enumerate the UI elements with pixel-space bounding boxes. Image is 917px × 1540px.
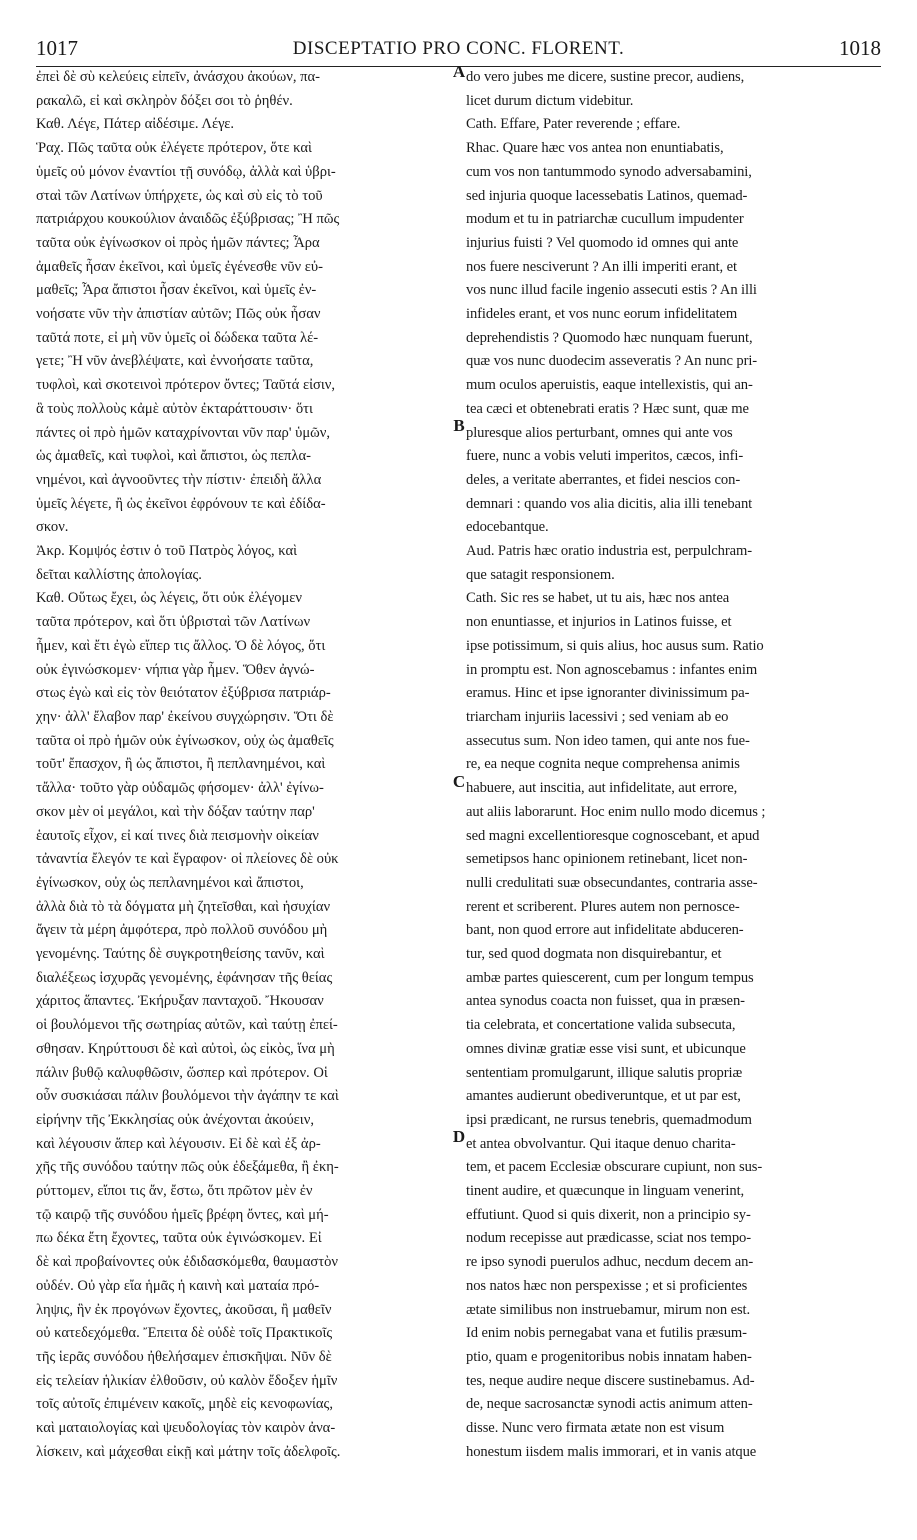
text-line: σκον. xyxy=(36,519,69,536)
text-line: et antea obvolvantur. Qui itaque denuo charita- xyxy=(466,1135,736,1152)
text-line: δεῖται καλλίστης ἀπολογίας. xyxy=(36,566,202,583)
text-line: sed magni excellentioresque cognoscebant, et apud xyxy=(466,827,760,844)
section-marker-b: B xyxy=(453,416,465,435)
text-line: re, ea neque cognita neque comprehensa animis xyxy=(466,756,740,773)
text-line: λίσκειν, καὶ μάχεσθαι εἰκῇ καὶ μάτην τοῖς ἀδελφοῖς. xyxy=(36,1443,341,1460)
text-line: honestum iisdem malis immorari, et in vanis atque xyxy=(466,1443,757,1460)
text-line: deles, a veritate aberrantes, et fidei nescios con- xyxy=(466,471,741,488)
text-line: τοῖς αὐτοῖς ἐπιμένειν κακοῖς, μηδὲ εἰς κενοφωνίας, xyxy=(36,1396,333,1413)
text-line: χάριτος ἅπαντες. Ἐκήρυξαν πανταχοῦ. Ἤκουσαν xyxy=(36,993,324,1010)
section-marker-a: A xyxy=(452,62,466,81)
text-line: τοῦτ' ἔπασχον, ἢ ὡς ἄπιστοι, ἢ πεπλανημένοι, καὶ xyxy=(36,756,326,773)
text-line: πατριάρχου κουκούλιον ἀναιδῶς ἐξύβρισας; Ἢ πῶς xyxy=(36,211,340,228)
text-line: triarcham injuriis lacessivi ; sed veniam ab eo xyxy=(466,708,729,725)
text-line: demnari : quando vos alia dicitis, alia illi tenebant xyxy=(466,495,753,512)
text-line: nodum recepisse aut prædicasse, sciat nos tempo- xyxy=(466,1230,751,1247)
greek-text-column xyxy=(36,66,454,1506)
text-line: nos fuere nesciverunt ? An illi imperiti erant, et xyxy=(466,258,737,275)
text-line: nulli credulitati suæ obsecundantes, contraria asse- xyxy=(466,874,758,891)
text-line: νοήσατε νῦν τὴν ἀπιστίαν αὐτῶν; Πῶς οὐκ ἦσαν xyxy=(36,306,321,323)
text-line: σταὶ τῶν Λατίνων ὑπήρχετε, ὡς καὶ σὺ εἰς τὸ τοῦ xyxy=(36,187,323,204)
text-line: ipsi prædicant, ne rursus tenebris, quemadmodum xyxy=(466,1111,752,1128)
text-line: eramus. Hinc et ipse ignoranter divinissimum pa- xyxy=(466,685,750,702)
text-line: πάντες οἱ πρὸ ἡμῶν καταχρίνονται νῦν παρ' ὑμῶν, xyxy=(36,424,331,441)
text-line: μαθεῖς; Ἆρα ἄπιστοι ἦσαν ἐκεῖνοι, καὶ ὑμεῖς ἐν- xyxy=(36,282,317,299)
text-line: πω δέκα ἔτη ἔχοντες, ταῦτα οὐκ ἐγινώσκομεν. Εἰ xyxy=(36,1230,322,1247)
text-line: σθησαν. Κηρύττουσι δὲ καὶ αὐτοὶ, ὡς εἰκὸς, ἵνα μὴ xyxy=(36,1040,335,1057)
text-line: habuere, aut inscitia, aut infidelitate, aut errore, xyxy=(466,780,738,797)
text-line: non enuntiasse, et injurios in Latinos fuisse, et xyxy=(466,614,732,631)
text-line: sed injuria quoque lacessebatis Latinos, quemad- xyxy=(466,187,748,204)
text-line: ptio, quam e progenitoribus nobis innatam haben- xyxy=(466,1348,752,1365)
text-line: Καθ. Λέγε, Πάτερ αἰδέσιμε. Λέγε. xyxy=(36,116,235,133)
text-line: bant, non quod errore aut infidelitate abduceren- xyxy=(466,922,744,939)
text-line: cum vos non tantummodo synodo adversabamini, xyxy=(466,163,752,180)
text-line: ταῦτα πρότερον, καὶ ὅτι ὑβρισταὶ τῶν Λατίνων xyxy=(36,614,311,631)
text-line: ipse potissimum, si quis alius, hoc ausus sum. Ratio xyxy=(466,637,764,654)
text-line: γενομένης. Ταύτης δὲ συγκροτηθείσης τανῦν, καὶ xyxy=(36,946,325,963)
text-line: edocebantque. xyxy=(466,519,549,536)
text-line: τἀναντία ἔλεγόν τε καὶ ἔγραφον· οἱ πλείονες δὲ οὐκ xyxy=(36,851,339,868)
text-line: rerent et scriberent. Plures autem non pernosce- xyxy=(466,898,740,915)
text-line: fuere, nunc a vobis veluti imperitos, cæcos, infi- xyxy=(466,448,744,465)
page-number-right: 1018 xyxy=(839,36,881,60)
text-line: ρύττομεν, εἴποι τις ἄν, ἔστω, ὅτι πρῶτον μὲν ἐν xyxy=(36,1183,313,1200)
text-line: ἦμεν, καὶ ἔτι ἐγὼ εἴπερ τις ἄλλος. Ὁ δὲ λόγος, ὅτι xyxy=(36,637,326,654)
text-line: Ῥαχ. Πῶς ταῦτα οὐκ ἐλέγετε πρότερον, ὅτε καὶ xyxy=(36,140,312,157)
text-line: διαλέξεως ἰσχυρᾶς γενομένης, ἐφάνησαν τῆς θείας xyxy=(36,969,333,986)
latin-text-column xyxy=(466,66,880,1506)
text-line: ἄγειν τὰ μέρη ἀμφότερα, πρὸ πολλοῦ συνόδου μὴ xyxy=(36,922,328,939)
text-line: quæ vos nunc duodecim asseveratis ? An nunc pri- xyxy=(466,353,758,370)
text-line: τυφλοὶ, καὶ σκοτεινοὶ πρότερον ὄντες; Ταῦτά εἰσιν, xyxy=(36,377,336,394)
text-line: ληψις, ἣν ἐκ προγόνων ἔχοντες, ἀκοῦσαι, ἢ μαθεῖν xyxy=(36,1301,332,1318)
text-line: καὶ λέγουσιν ἅπερ καὶ λέγουσιν. Εἰ δὲ καὶ ἐξ ἀρ- xyxy=(36,1135,321,1152)
text-line: γετε; Ἢ νῦν ἀνεβλέψατε, καὶ ἐννοήσατε ταῦτα, xyxy=(36,353,314,370)
text-line: οὐδέν. Οὐ γὰρ εἴα ἡμᾶς ἡ καινὴ καὶ ματαία πρό- xyxy=(36,1277,320,1294)
text-line: que satagit responsionem. xyxy=(466,566,615,583)
text-line: Καθ. Οὕτως ἔχει, ὡς λέγεις, ὅτι οὐκ ἐλέγομεν xyxy=(36,590,303,607)
text-line: deprehendistis ? Quomodo hæc nunquam fuerunt, xyxy=(466,329,753,346)
text-line: οὐ κατεδεχόμεθα. Ἔπειτα δὲ οὐδὲ τοῖς Πρακτικοῖς xyxy=(36,1325,333,1342)
text-line: χην· ἀλλ' ἔλαβον παρ' ἐκείνου συγχώρησιν. Ὅτι δὲ xyxy=(36,708,334,725)
text-line: ambæ partes quiescerent, cum per longum tempus xyxy=(466,969,754,986)
text-line: ταῦτά ποτε, εἰ μὴ νῦν ὑμεῖς οἱ δώδεκα ταῦτα λέ- xyxy=(36,329,319,346)
text-line: licet durum dictum videbitur. xyxy=(466,92,634,109)
text-line: assecutus sum. Non ideo tamen, qui ante nos fue- xyxy=(466,732,750,749)
text-line: mum oculos aperuistis, eaque intellexistis, qui an- xyxy=(466,377,753,394)
text-line: do vero jubes me dicere, sustine precor, audiens, xyxy=(466,69,745,85)
text-line: sententiam promulgarunt, illique salutis propriæ xyxy=(466,1064,743,1081)
text-line: πάλιν βυθῷ καλυφθῶσιν, ὥσπερ καὶ πρότερον. Οἱ xyxy=(36,1064,328,1081)
text-line: νημένοι, καὶ ἀγνοοῦντες τὴν πίστιν· ἐπειδὴ ἄλλα xyxy=(36,471,322,488)
text-line: tea cæci et obtenebrati eratis ? Hæc sunt, quæ me xyxy=(466,400,749,417)
text-line: ὑμεῖς λέγετε, ἢ ὡς ἐκεῖνοι ἐφρόνουν τε καὶ ἐδίδα- xyxy=(36,495,326,512)
text-line: pluresque alios perturbant, omnes qui ante vos xyxy=(466,424,733,441)
text-line: effutiunt. Quod si quis dixerit, non a principio sy- xyxy=(466,1206,751,1223)
text-line: Cath. Effare, Pater reverende ; effare. xyxy=(466,116,681,133)
text-line: ἐγίνωσκον, οὐχ ὡς πεπλανημένοι καὶ ἄπιστοι, xyxy=(36,874,304,891)
text-line: infideles erant, et vos nunc eorum infidelitatem xyxy=(466,306,738,323)
text-line: injurius fuisti ? Vel quomodo id omnes qui ante xyxy=(466,234,739,251)
text-line: nos natos hæc non perspexisse ; et si proficientes xyxy=(466,1277,748,1294)
text-line: tia celebrata, et concertatione valida subsecuta, xyxy=(466,1017,736,1034)
text-line: τἄλλα· τοῦτο γὰρ οὐδαμῶς φήσομεν· ἀλλ' ἐγίνω- xyxy=(36,780,324,797)
text-line: ἐπεὶ δὲ σὺ κελεύεις εἰπεῖν, ἀνάσχου ἀκούων, πα- xyxy=(36,69,321,85)
text-line: ἑαυτοῖς εἶχον, εἰ καί τινες διὰ πεισμονὴν οἰκείαν xyxy=(36,827,319,844)
text-line: tinent audire, et quæcunque in linguam venerint, xyxy=(466,1183,745,1200)
text-line: οὖν συσκιάσαι πάλιν βουλόμενοι τὴν ἀγάπην τε καὶ xyxy=(36,1088,339,1105)
text-line: omnes divinæ gratiæ esse visi sunt, et ubicunque xyxy=(466,1040,746,1057)
text-line: οὐκ ἐγινώσκομεν· νήπια γὰρ ἦμεν. Ὅθεν ἀγνώ- xyxy=(36,661,315,678)
text-line: Cath. Sic res se habet, ut tu ais, hæc nos antea xyxy=(466,590,730,607)
text-line: τῷ καιρῷ τῆς συνόδου ἡμεῖς βρέφη ὄντες, καὶ μή- xyxy=(36,1206,329,1223)
text-line: ταῦτα οἱ πρὸ ἡμῶν οὐκ ἐγίνωσκον, οὐχ ὡς ἀμαθεῖς xyxy=(36,732,334,749)
text-line: re ipso synodi puerulos adhuc, necdum decem an- xyxy=(466,1254,754,1271)
text-line: τῆς ἱερᾶς συνόδου ἠθελήσαμεν ἐπισκῆψαι. Νῦν δὲ xyxy=(36,1348,332,1365)
text-line: ὑμεῖς οὐ μόνον ἐναντίοι τῇ συνόδῳ, ἀλλὰ καὶ ὑβρι- xyxy=(36,163,336,180)
text-line: amantes audierunt obediveruntque, et ut par est, xyxy=(466,1088,741,1105)
text-line: ταῦτα οὐκ ἐγίνωσκον οἱ πρὸς ἡμῶν πάντες; Ἆρα xyxy=(36,234,320,251)
running-title: DISCEPTATIO PRO CONC. FLORENT. xyxy=(292,38,625,59)
text-line: καὶ ματαιολογίας καὶ ψευδολογίας τὸν καιρὸν ἀνα- xyxy=(36,1420,336,1437)
text-line: tur, sed quod dogmata non disquirebantur, et xyxy=(466,946,722,963)
text-line: εἰρήνην τῆς Ἐκκλησίας οὐκ ἀνέχονται ἀκούειν, xyxy=(36,1111,314,1128)
text-line: οἱ βουλόμενοι τῆς σωτηρίας αὐτῶν, καὶ ταύτῃ ἐπεί- xyxy=(36,1017,338,1034)
text-line: tem, et pacem Ecclesiæ obscurare cupiunt, non sus- xyxy=(466,1159,763,1176)
text-line: ætate similibus non instruebamur, mirum non est. xyxy=(466,1301,751,1318)
text-line: modum et tu in patriarchæ cucullum impudenter xyxy=(466,211,744,228)
text-line: in promptu est. Non agnoscebamus : infantes enim xyxy=(466,661,758,678)
text-line: Ἀκρ. Κομψός ἐστιν ὁ τοῦ Πατρὸς λόγος, καὶ xyxy=(36,543,298,560)
text-line: Rhac. Quare hæc vos antea non enuntiabatis, xyxy=(466,140,724,157)
text-line: ὡς ἀμαθεῖς, καὶ τυφλοὶ, καὶ ἄπιστοι, ὡς πεπλα- xyxy=(36,448,311,465)
text-line: semetipsos hanc opinionem retinebant, licet non- xyxy=(466,851,748,868)
page-number-left: 1017 xyxy=(36,36,78,60)
text-line: ρακαλῶ, εἰ καὶ σκληρὸν δόξει σοι τὸ ῥηθέν. xyxy=(36,92,293,109)
text-line: εἰς τελείαν ἡλικίαν ἐλθοῦσιν, οὐ καλὸν ἔδοξεν ἡμῖν xyxy=(36,1372,338,1389)
text-line: στως ἐγὼ καὶ εἰς τὸν θειότατον ἐξύβρισα πατριάρ- xyxy=(36,685,331,702)
text-line: Id enim nobis pernegabat vana et futilis præsum- xyxy=(466,1325,747,1342)
text-line: δὲ καὶ προβαίνοντες οὐκ ἐδιδασκόμεθα, θαυμαστὸν xyxy=(36,1254,338,1271)
text-line: σκον μὲν οἱ μεγάλοι, καὶ τὴν δόξαν ταύτην παρ' xyxy=(36,803,315,820)
section-marker-c: C xyxy=(452,772,466,791)
text-line: ἃ τοὺς πολλοὺς κἀμὲ αὐτὸν ἐκταράττουσιν· ὅτι xyxy=(36,400,313,417)
text-line: χῆς τῆς συνόδου ταύτην πῶς οὐκ ἐδεξάμεθα, ἢ ἐκη- xyxy=(36,1159,339,1176)
text-line: disse. Nunc vero firmata ætate non est visum xyxy=(466,1420,725,1437)
text-line: de, neque sacrosanctæ synodi actis animum atten- xyxy=(466,1396,753,1413)
text-line: antea synodus coacta non fuisset, qua in præsen- xyxy=(466,993,745,1010)
text-line: aut aliis laborarunt. Hoc enim nullo modo dicemus ; xyxy=(466,803,766,820)
text-line: tes, neque audire neque discere sustinebamus. Ad- xyxy=(466,1372,755,1389)
text-line: ἀλλὰ διὰ τὸ τὰ δόγματα μὴ ζητεῖσθαι, καὶ ἡσυχίαν xyxy=(36,898,331,915)
text-line: vos nunc illud facile ingenio assecuti estis ? An illi xyxy=(466,282,757,299)
text-line: Aud. Patris hæc oratio industria est, perpulchram- xyxy=(466,543,752,560)
section-marker-d: D xyxy=(452,1127,466,1146)
text-line: ἀμαθεῖς ἦσαν ἐκεῖνοι, καὶ ὑμεῖς ἐγένεσθε νῦν εὐ- xyxy=(36,258,323,275)
